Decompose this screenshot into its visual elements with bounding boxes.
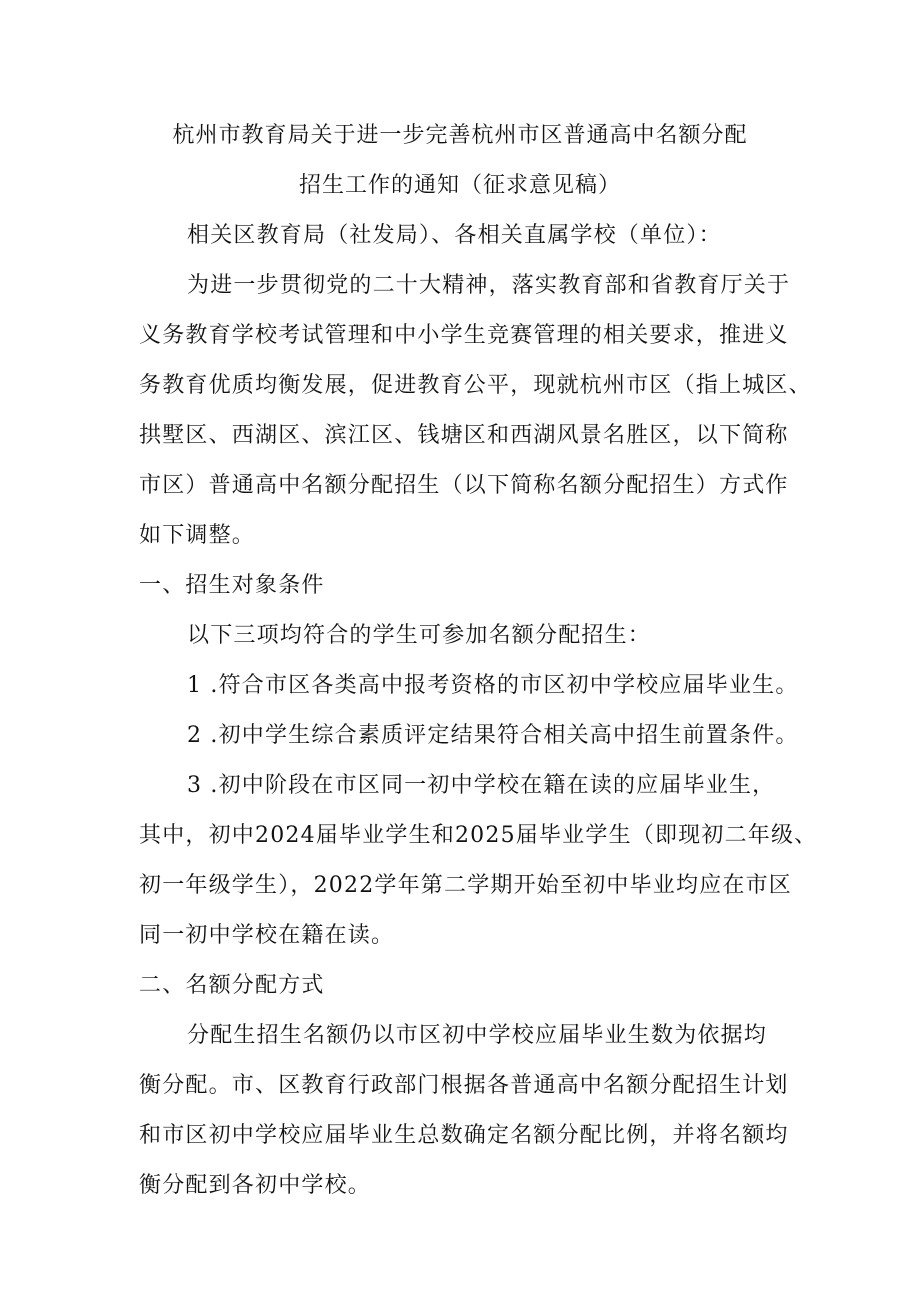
- salutation: 相关区教育局（社发局）、各相关直属学校（单位）：: [187, 223, 722, 248]
- section2-para-line-2: 衡分配。市、区教育行政部门根据各普通高中名额分配招生计划: [139, 1073, 789, 1098]
- section2-para-line-4: 衡分配到各初中学校。: [139, 1173, 372, 1198]
- section1-item-3-cont-1: 其中，初中2024届毕业学生和2025届毕业学生（即现初二年级、: [139, 823, 818, 848]
- section1-lead: 以下三项均符合的学生可参加名额分配招生：: [187, 623, 652, 648]
- intro-line-3: 务教育优质均衡发展，促进教育公平，现就杭州市区（指上城区、: [139, 373, 812, 398]
- document-title-line-1: 杭州市教育局关于进一步完善杭州市区普通高中名额分配: [172, 123, 748, 148]
- section2-heading: 二、名额分配方式: [139, 973, 325, 998]
- section1-item-2: 2 .初中学生综合素质评定结果符合相关高中招生前置条件。: [187, 723, 799, 748]
- intro-line-5: 市区）普通高中名额分配招生（以下简称名额分配招生）方式作: [139, 473, 789, 498]
- section2-para-line-3: 和市区初中学校应届毕业生总数确定名额分配比例，并将名额均: [139, 1123, 789, 1148]
- intro-line-4: 拱墅区、西湖区、滨江区、钱塘区和西湖风景名胜区，以下简称: [139, 423, 789, 448]
- document-title-line-2: 招生工作的通知（征求意见稿）: [298, 173, 621, 198]
- intro-line-2: 义务教育学校考试管理和中小学生竞赛管理的相关要求，推进义: [139, 323, 789, 348]
- section2-para-line-1: 分配生招生名额仍以市区初中学校应届毕业生数为依据均: [187, 1023, 768, 1048]
- section1-item-3: 3 .初中阶段在市区同一初中学校在籍在读的应届毕业生，: [187, 773, 776, 798]
- section1-item-3-cont-2: 初一年级学生），2022学年第二学期开始至初中毕业均应在市区: [139, 873, 792, 898]
- section1-item-1: 1 .符合市区各类高中报考资格的市区初中学校应届毕业生。: [187, 673, 799, 698]
- intro-line-1: 为进一步贯彻党的二十大精神，落实教育部和省教育厅关于: [187, 273, 791, 298]
- section1-heading: 一、招生对象条件: [139, 573, 325, 598]
- section1-item-3-cont-3: 同一初中学校在籍在读。: [139, 923, 395, 948]
- intro-line-6: 如下调整。: [139, 523, 256, 548]
